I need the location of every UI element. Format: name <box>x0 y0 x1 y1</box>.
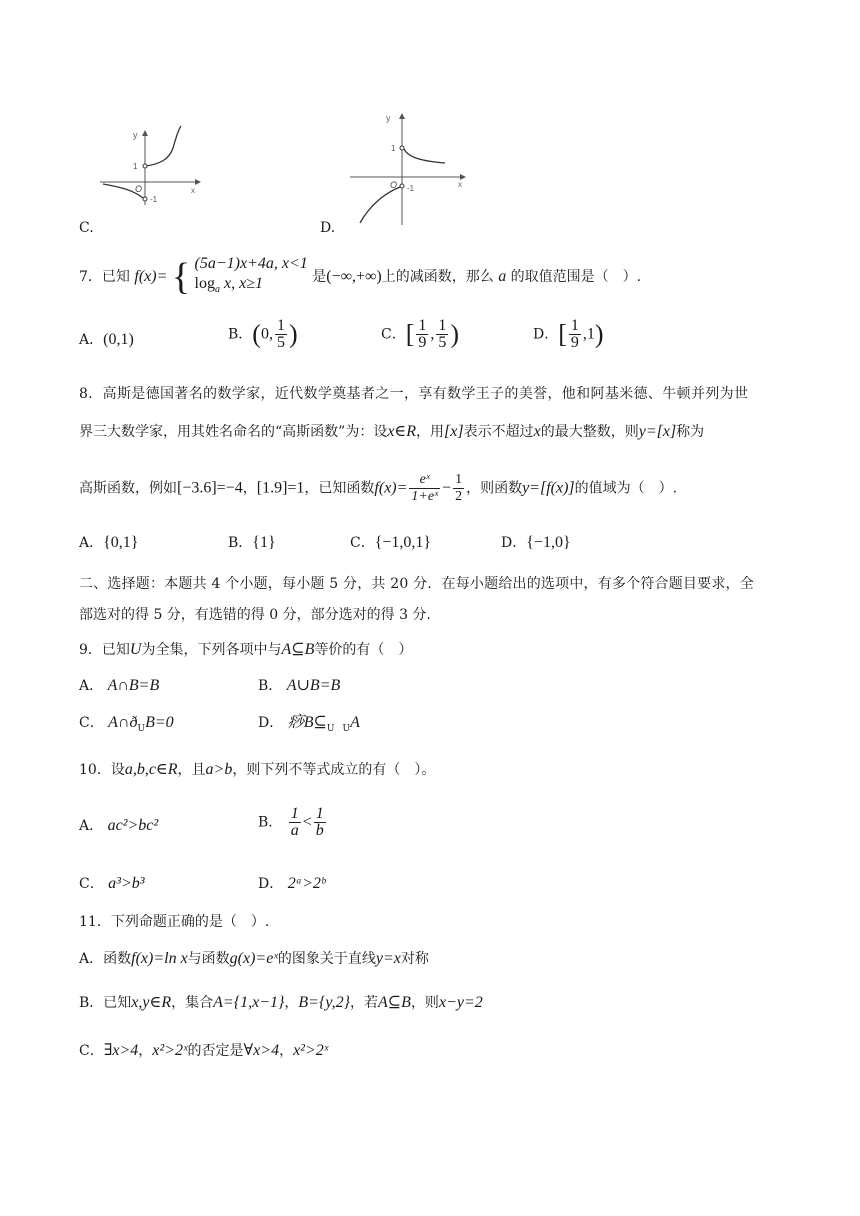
open-point-top <box>143 164 147 168</box>
tick-1-label: 1 <box>391 144 396 153</box>
q9-option-c: C． $A\cap ð_UB=0$ <box>79 714 174 734</box>
q10-option-d: D． 2ᵃ>2ᵇ <box>258 875 326 892</box>
q9-option-a: A． A∩B=B <box>79 677 160 694</box>
q8-option-a: A．{0,1} <box>79 534 139 551</box>
q11-option-a: A．函数f(x)=ln x与函数g(x)=eˣ的图象关于直线y=x对称 <box>79 950 429 967</box>
brace: { <box>171 256 191 299</box>
curve-right <box>404 149 445 163</box>
origin-label: O <box>390 180 398 190</box>
graph-c <box>95 120 205 210</box>
q8-option-c: C．{−1,0,1} <box>350 534 432 551</box>
graph-c-label: C. <box>79 220 94 236</box>
tick-neg1-label: -1 <box>150 195 158 204</box>
q10-option-b: B． $\frac{1}{a}$ < $\frac{1}{b}$ <box>258 805 324 839</box>
axis-y-label: y <box>386 113 391 123</box>
tick-neg1-label: -1 <box>407 184 415 193</box>
section2-line1: 二、选择题：本题共 4 个小题，每小题 5 分，共 20 分．在每小题给出的选项中，有多个符合题目要求，全 <box>79 576 754 592</box>
open-point-bottom <box>143 197 147 201</box>
q8-option-b: B．{1} <box>228 534 276 551</box>
q11-stem: 11．下列命题正确的是（ ）. <box>79 914 270 930</box>
section2-line2: 部选对的得 5 分，有选错的得 0 分，部分选对的得 3 分. <box>79 607 431 623</box>
q9-option-d: D． 痧$B⊆_U$ $_U$A <box>258 714 360 734</box>
q9-option-b: B． A∪B=B <box>258 677 341 694</box>
q8-option-d: D．{−1,0} <box>501 534 571 551</box>
q8-line3: 高斯函数，例如[−3.6]=−4，[1.9]=1，已知函数f(x)= $\frac{\text{eˣ}}{\text{1+eˣ}}$ − $\frac{1}{2}$ ，则函数y=[f(x)]的值域为（ ）. <box>79 472 678 504</box>
axis-x-label: x <box>191 186 195 195</box>
q7-option-c: C．[ $\frac{1}{9}$ , $\frac{1}{5}$ ) <box>381 317 460 351</box>
tick-1-label: 1 <box>133 162 138 171</box>
y-arrow <box>399 113 405 119</box>
x-arrow <box>195 179 201 185</box>
q7-option-a: A．(0,1) <box>79 331 134 348</box>
graph-d <box>340 105 470 230</box>
q10-option-a: A． ac²>bc² <box>79 817 159 834</box>
graph-d-label: D. <box>320 220 336 236</box>
q7-option-b: B．(0, $\frac{1}{5}$ ) <box>228 317 298 351</box>
q10-option-c: C． a³>b³ <box>79 875 145 892</box>
q8-line2: 界三大数学家，用其姓名命名的“高斯函数”为：设x∈R，用[x]表示不超过x的最大整数，则y=[x]称为 <box>79 423 705 440</box>
q11-option-b: B．已知x,y∈R，集合A={1,x−1}，B={y,2}，若A⊆B，则x−y=2 <box>79 994 483 1011</box>
origin-label: O <box>135 184 143 194</box>
q10-stem: 10．设a,b,c∈R，且a>b，则下列不等式成立的有（ ）。 <box>79 761 436 778</box>
piecewise-system: (5a−1)x+4a, x<1 $\log_a x$, x≥1 <box>194 255 308 296</box>
open-point-top <box>400 146 404 150</box>
q7-option-d: D．[ $\frac{1}{9}$ ,1) <box>533 317 604 351</box>
q9-stem: 9．已知U为全集，下列各项中与A⊆B等价的有（ ） <box>79 641 413 658</box>
q8-line1: 8．高斯是德国著名的数学家，近代数学奠基者之一，享有数学王子的美誉，他和阿基米德、牛顿并列为世 <box>79 386 749 402</box>
y-arrow <box>142 130 148 136</box>
q7-stem: 7．已知 f(x)= { (5a−1)x+4a, x<1 $\log_a x$, x≥1 是(−∞,+∞)上的减函数，那么 a 的取值范围是（ ）. <box>79 254 641 300</box>
q11-option-c: C．∃x>4，x²>2ˣ的否定是∀x>4，x²>2ˣ <box>79 1042 329 1059</box>
axis-x-label: x <box>458 180 462 189</box>
curve-left <box>360 187 400 223</box>
curve-right <box>146 126 181 166</box>
axis-y-label: y <box>133 130 138 140</box>
open-point-bottom <box>400 184 404 188</box>
